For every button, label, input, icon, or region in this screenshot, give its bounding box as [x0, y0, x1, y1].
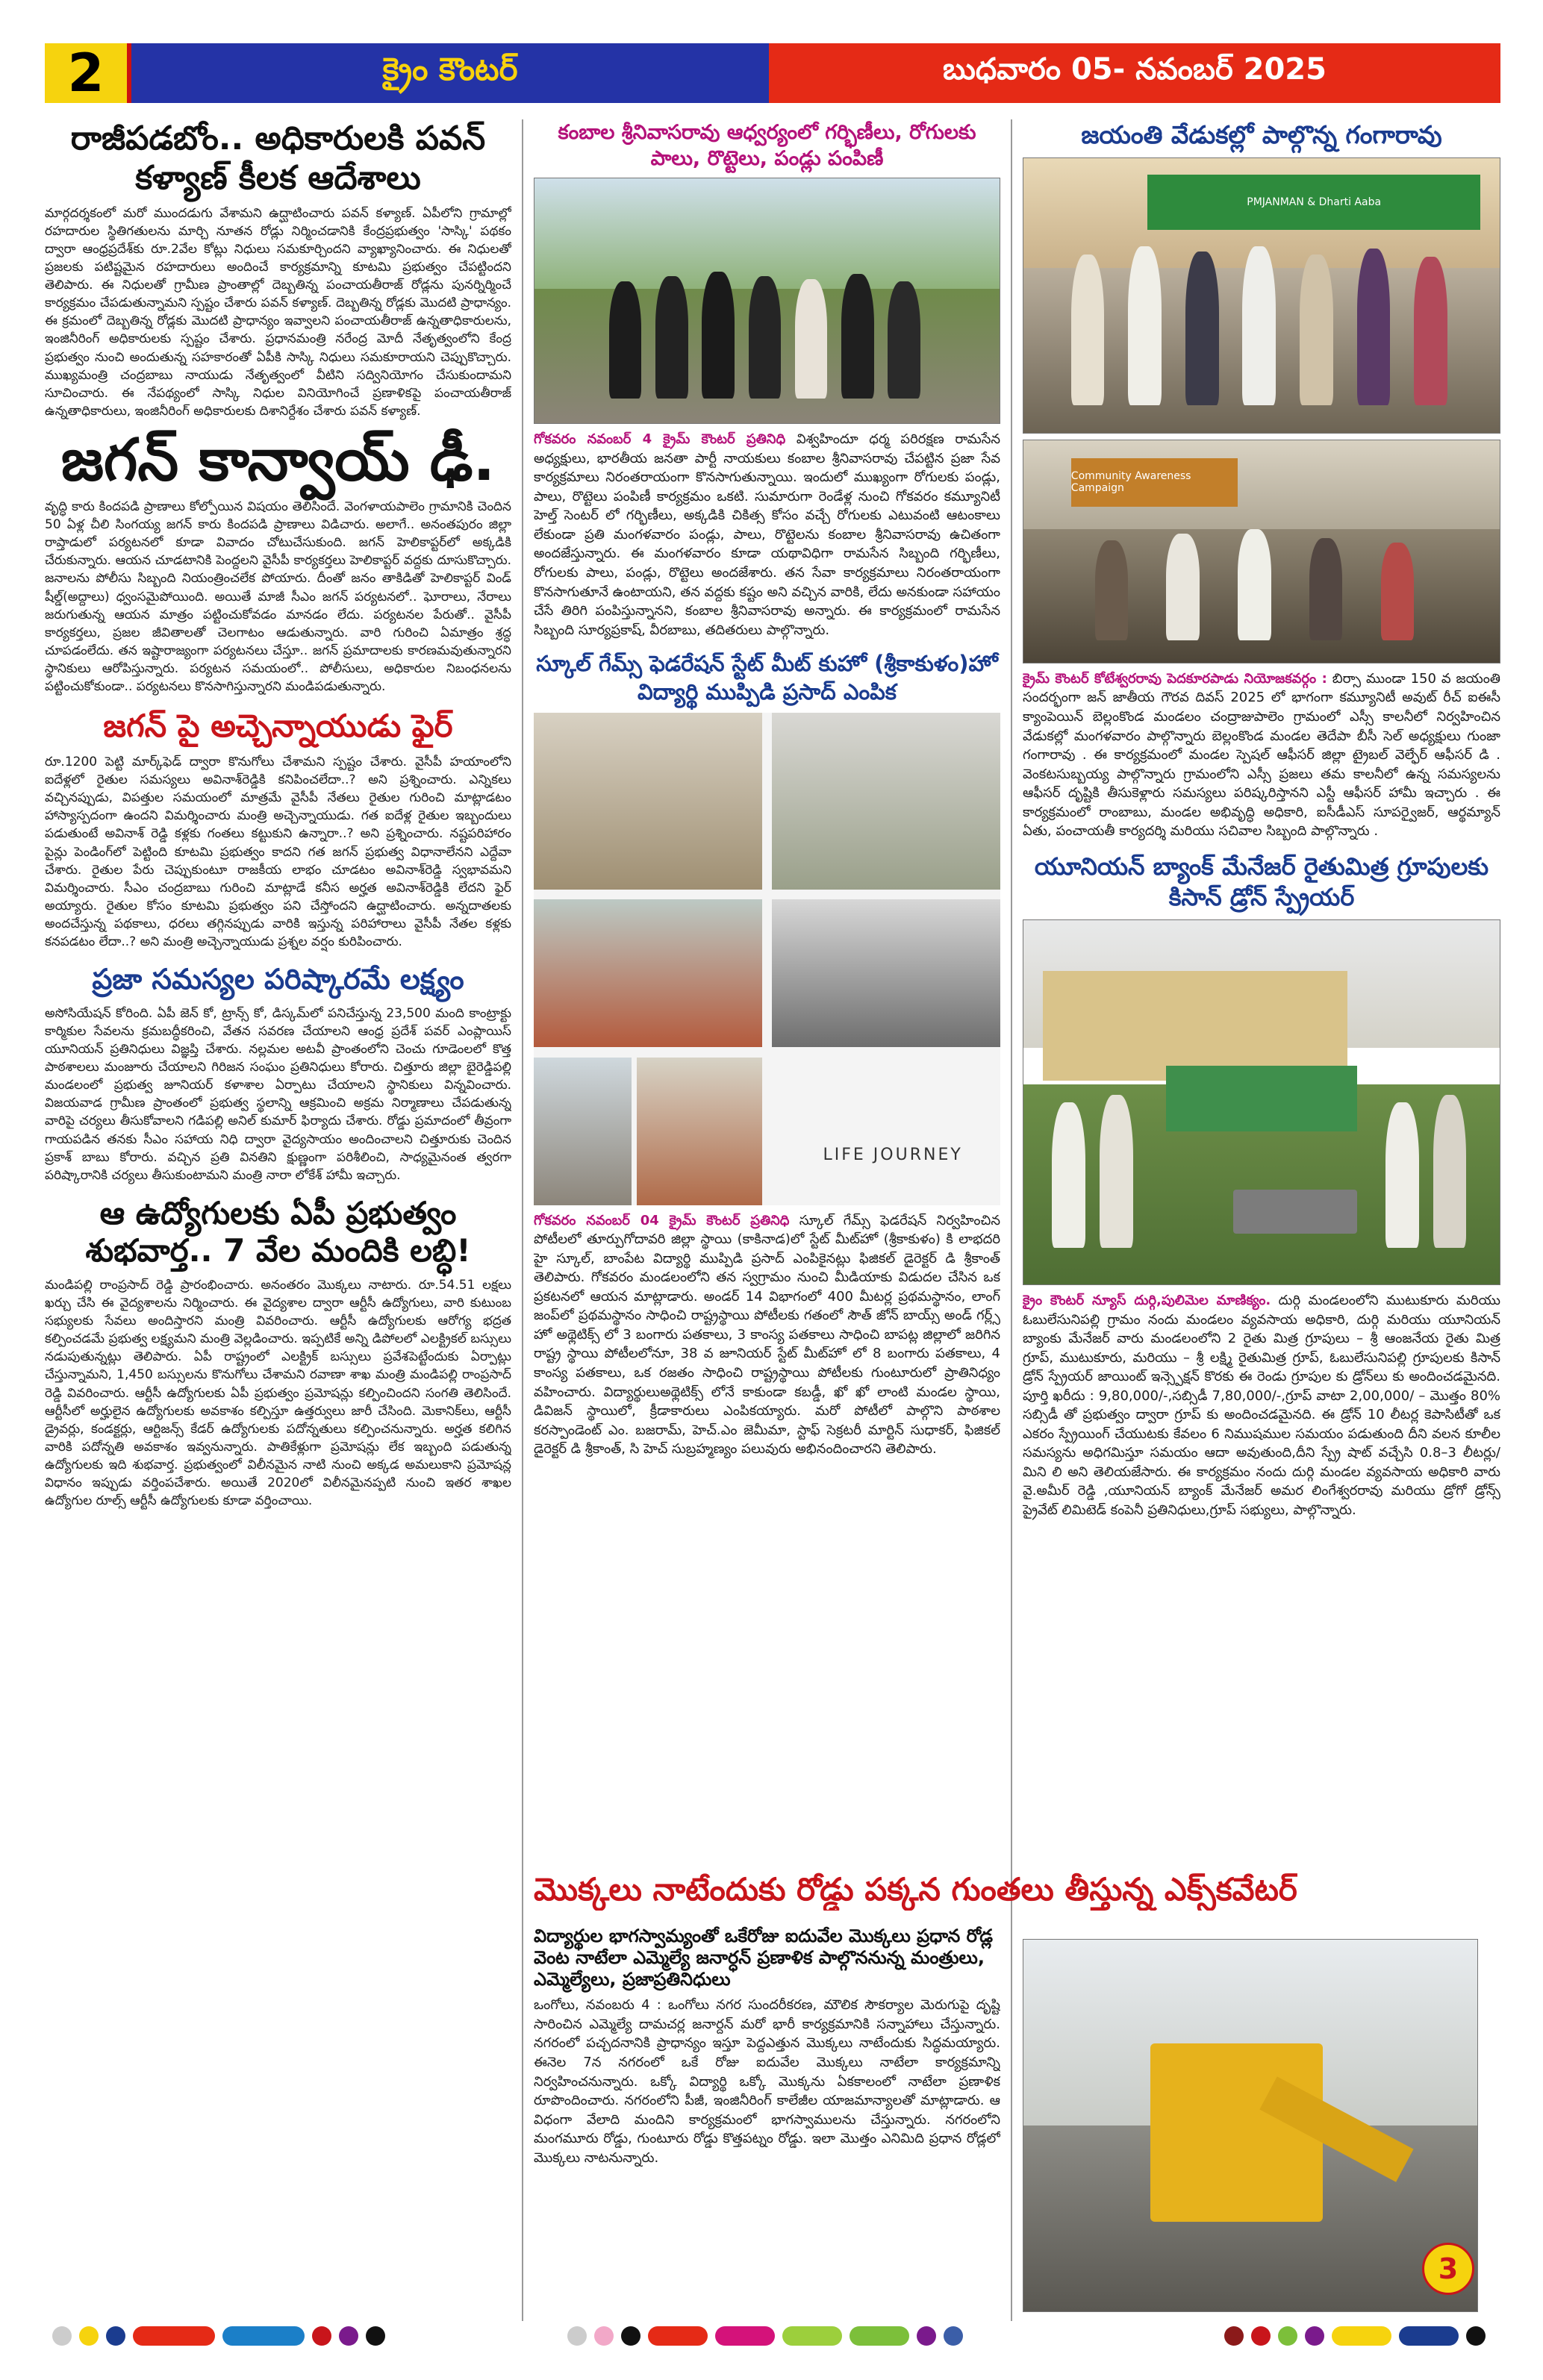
article-body: గోకవరం నవంబర్ 04 క్రైమ్ కౌంటర్ ప్రతినిధి స్కూల్ గేమ్స్ ఫెడరేషన్ నిర్వహించిన పోటీలలో తూర్పుగోదావరి జిల్లా స్థాయి (కాకినాడ)లో స్టేట్ మీట్‌హో (శ్రీకాకుళం) కి లాభదరి హై స్కూల్, బాంపేట విద్యార్థి ముప్పిడి ప్రసాద్ ఎంపికైనట్లు ఫిజికల్ డైరెక్టర్ డి శ్రీకాంత్ తెలిపారు. గోకవరం మండలంలోని తన స్వగ్రామం నుంచి మీడియాకు విడుదల చేసిన ఒక ప్రకటనలో ఆయన మాట్లాడారు. అండర్ 14 విభాగంలో 400 మీటర్ల ప్రథమస్థానం, లాంగ్ జంప్‌లో ప్రథమస్థానం సాధించి రాష్ట్రస్థాయి పోటీలకు గతంలో సౌత్ జోన్ బాయ్స్ అండ్ గర్ల్స్ హో అథ్లెటిక్స్ లో 3 బంగారు పతకాలు, 3 కాంస్య పతకాలు సాధించి బాపట్ల జిల్లాలో జరిగిన రాష్ట్ర స్థాయి పోటీలలోనూ, 38 వ జూనియర్ స్టేట్ మీట్‌హో లో 8 బంగారు పతకాలు, 4 కాంస్య పతకాలు, ఒక రజతం సాధించి రాష్ట్రస్థాయి పోటీలకు గుంటూరులో ప్రాతినిధ్యం వహించారు. విద్యార్థులుఅథ్లెటిక్స్ లోనే కాకుండా కబడ్డీ, ఖో ఖో లాంటి మండల స్థాయి, డివిజన్ స్థాయిలో, క్రీడాకారులు ఎంపికయ్యారు. మరో పోటీలో పాల్గొని పాఠశాల కరస్పాండెంట్ ఎం. బజరామ్, హెచ్.ఎం జెమీమా, స్టాఫ్ సెక్రటరీ మార్టిన్ సుధాకర్, ఫిజికల్ డైరెక్టర్ డి శ్రీకాంత్, సి హెచ్ సుబ్రహ్మణ్యం పలువురు అభినందించారని తెలిపారు. — [534, 1212, 1000, 1458]
page-badge: 3 — [1422, 2243, 1474, 2295]
article-pawan-kalyan — [45, 119, 511, 420]
photo-tile — [772, 899, 1000, 1047]
subhead: విద్యార్థుల భాగస్వామ్యంతో ఒకేరోజు ఐదువేల మొక్కలు ప్రధాన రోడ్ల వెంట నాటేలా ఎమ్మెల్యే జనార్ధన్ ప్రణాళిక పాల్గొననున్న మంత్రులు, ఎమ్మెల్యేలు, ప్రజాప్రతినిధులు — [534, 1925, 994, 1990]
headline: స్కూల్ గేమ్స్ ఫెడరేషన్ స్టేట్ మీట్ కుహో (శ్రీకాకుళం)హో విద్యార్థి ముప్పిడి ప్రసాద్ ఎంపిక — [536, 651, 998, 705]
article-body: గోకవరం నవంబర్ 4 క్రైమ్ కౌంటర్ ప్రతినిధి విశ్వహిందూ ధర్మ పరిరక్షణ రామసేన అధ్యక్షులు, భారతీయ జనతా పార్టీ నాయకులు కంబాల శ్రీనివాసరావు చేపట్టిన ప్రజా సేవ కార్యక్రమాలు నిరంతరాయంగా కొనసాగుతున్నాయి. ఇందులో ముఖ్యంగా రోగులకు పండ్లు, పాలు, రొట్టెలు పంపిణీ కార్యక్రమం ఒకటి. సుమారుగా రెండేళ్ల నుంచి గోకవరం కమ్యూనిటీ హెల్త్ సెంటర్ లో గర్భిణీలు, అక్కడికి చికిత్స కోసం వచ్చే రోగులకు ఎటువంటి ఆటంకాలు లేకుండా ప్రతి మంగళవారం పండ్లు, పాలు, రొట్టెలను కంబాల శ్రీనివాసరావు ఉచితంగా అందజేస్తున్నారు. ఈ మంగళవారం కూడా యథావిధిగా రామసేన సిబ్బంది గర్భిణీలు, రోగులకు పాలు, పండ్లు, రొట్టెలు అందజేశారు. తన సేవా కార్యక్రమాలు నిరంతరాయంగా కొనసాగుతూనే ఉంటాయని, తన వద్దకు కష్టం అని వచ్చిన వారికి, లేదు అనకుండా సహాయం చేసే తిరిగి పంపిస్తున్నానని, కంబాల శ్రీనివాసరావు అన్నారు. ఈ కార్యక్రమంలో రామసేన సిబ్బంది సూర్యప్రకాష్, వీరబాబు, తదితరులు పాల్గొన్నారు. — [534, 431, 1000, 638]
column-middle — [534, 119, 1000, 1469]
event-banner: PMJANMAN & Dharti Aaba — [1147, 175, 1481, 230]
photo-caption: LIFE JOURNEY — [823, 1146, 963, 1165]
article-body: రూ.1200 పెట్టి మార్క్‌ఫెడ్ ద్వారా కొనుగోలు చేశామని స్పష్టం చేశారు. వైసీపీ హయాంలోని ఐదేళ్లలో రైతుల సమస్యలు అవినాశ్‌రెడ్డికి కనిపించలేదా..? అని ప్రశ్నించారు. ఎన్నికలు వచ్చినప్పుడు, విపత్తుల సమయంలో మాత్రమే వైసీపీ నేతలు రైతుల గురించి మాట్లాడటం హాస్యాస్పదంగా ఉందని విమర్శించారు మంత్రి అచ్చెన్నాయుడు. గత ఐదేళ్ల రైతుల ఇబ్బందులు పడుతుంటే అవినాశ్ రెడ్డి కళ్లకు గంతలు కట్టుకుని ఉన్నారా..? అని ప్రశ్నించారు. నష్టపరిహారం పైన్లు పెండింగ్‌లో పెట్టింది కూటమి ప్రభుత్వం కాదని గత జగన్ ప్రభుత్వ విధానాలేనని ఎద్దేవా చేశారు. రైతుల పేరు చెప్పుకుంటూ రాజకీయ లాభం చూడటం అవినాశ్‌రెడ్డి స్వభావమని విమర్శించారు. సీఎం చంద్రబాబు గురించి మాట్లాడే కనీస అర్హత అవినాశ్‌రెడ్డికి లేదని ఫైర్ అయ్యారు. రైతుల కోసం కూటమి ప్రభుత్వం పని చేస్తోందని ఉద్ఘాటించారు. అన్నదాతలకు అందచేస్తున్న పథకాలు, ధరలు తగ్గినప్పుడు వారికి ఇస్తున్న పరిహారాలు వైసీపీ నేతల కళ్లకు కనపడటం లేదా..? అని మంత్రి అచ్చెన్నాయుడు ప్రశ్నల వర్షం కురిపించారు. — [45, 754, 511, 950]
excavator-text — [534, 1925, 1000, 2178]
group-photo — [534, 178, 1000, 424]
photo-tile — [534, 1058, 632, 1205]
masthead — [45, 43, 1500, 103]
footer-colorbar-right — [1224, 2325, 1486, 2347]
building — [1043, 971, 1347, 1080]
headline: జగన్ పై అచ్చెన్నాయుడు ఫైర్ — [103, 708, 453, 745]
photo-collage — [534, 713, 1000, 1205]
event-banner-2: Community Awareness Campaign — [1071, 458, 1238, 507]
article-body: క్రైం కౌంటర్ న్యూస్ దుర్గి,పులిమెల మాణిక్యం. దుర్గి మండలంలోని ముటుకూరు మరియు ఓబులేసునిపల్లి గ్రామం నందు మండలం వ్యవసాయ అధికారి, దుర్గి మరియు యూనియన్ బ్యాంకు మేనేజర్ వారు మండలంలోని 2 రైతు మిత్ర గ్రూపులు – శ్రీ ఆంజనేయ రైతు మిత్ర గ్రూప్, ముటుకూరు, మరియు – శ్రీ లక్ష్మి రైతుమిత్ర గ్రూప్, ఓబులేసునిపల్లి గ్రూపులకు కిసాన్ డ్రోన్ స్ప్రేయర్ జాయింట్ ఇన్స్పెక్షన్ కొరకు ఈ రెండు గ్రూపుల కు డ్రోన్‌లు కు అందించడమైనది. పూర్తి ఖరీదు : 9,80,000/-,సబ్సిడీ 7,80,000/-,గ్రూప్ వాటా 2,00,000/ – మొత్తం 80% సబ్సిడీ తో ప్రభుత్వం ద్వారా గ్రూప్ కు అందించడమైనది. ఈ డ్రోన్ 10 లీటర్ల కెపాసిటీతో ఒక ఎకరం స్ప్రేయింగ్ చేయుటకు కేవలం 6 నిముషముల సమయం పడుతుంది దీని వలన కూలీల సమస్యను అధిగమిస్తూ సమయం ఆదా అవుతుంది,దీని స్ప్రే షాట్ వచ్చేసి 0.8–3 లీటర్లు/మిని లి అని తెలియజేసారు. ఈ కార్యక్రమం నందు దుర్గి మండల వ్యవసాయ అధికారి వారు వై.అమీర్ రెడ్డి ,యూనియన్ బ్యాంక్ మేనేజర్ అమర లింగేశ్వరరావు మరియు డ్రోగో డ్రోన్స్ ప్రైవేట్ లిమిటెడ్ కంపెనీ ప్రతినిధులు,గ్రూప్ సభ్యులు, పాల్గొన్నారు. — [1023, 1293, 1500, 1519]
column-divider — [1011, 119, 1012, 2321]
article-kisan-drone — [1023, 852, 1500, 1520]
article-jagan-convoy — [45, 427, 511, 696]
photo-tile — [534, 899, 762, 1047]
column-divider — [522, 119, 523, 2321]
article-kambala-distribution — [534, 119, 1000, 640]
headline: ప్రజా సమస్యల పరిష్కారమే లక్ష్యం — [92, 963, 464, 996]
issue-date: బుధవారం 05- నవంబర్ 2025 — [769, 43, 1500, 103]
headline: ఆ ఉద్యోగులకు ఏపీ ప్రభుత్వం శుభవార్త.. 7 వేల మందికి లబ్ధి! — [85, 1194, 471, 1269]
drone-icon — [1233, 1190, 1357, 1234]
dateline: క్రైం కౌంటర్ న్యూస్ దుర్గి,పులిమెల మాణిక్యం. — [1023, 1293, 1271, 1308]
page-number: 2 — [45, 43, 127, 103]
photo-tile — [534, 713, 762, 890]
article-body: క్రైమ్ కౌంటర్ కోటేశ్వరరావు పెదకూరపాడు నియోజకవర్గం : బిర్సా ముండా 150 వ జయంతి సందర్భంగా జన్ జాతీయ గౌరవ దివస్ 2025 లో భాగంగా కమ్యూనిటీ అవుట్ రీచ్ ఐఈసీ క్యాంపెయిన్ బెల్లంకొండ మండలం చంద్రాజుపాలెం గ్రామంలో ఎస్సీ కాలనీలో నిర్వహించిన వేడుకల్లో మంగళవారం పాల్గొన్నారు బెల్లంకొండ మండల తెదేపా బీసీ సెల్ అధ్యక్షులు గుంజా గంగారావు . ఈ కార్యక్రమంలో మండల స్పెషల్ ఆఫీసర్ జిల్లా ట్రైబల్ వెల్ఫేర్ ఆఫీసర్ డి . వెంకటసుబ్బయ్య పాల్గొన్నారు గ్రామంలోని ఎస్సీ ప్రజలు తమ కాలనీలో ఉన్న సమస్యలను ఆఫీసర్ దృష్టికి తీసుకెళ్లారు సమస్యలు పరిష్కరిస్తానని ఎస్టీ ఆఫీసర్ హామీ ఇచ్చారు . ఈ కార్యక్రమంలో రాంబాబు, మండల అభివృద్ధి అధికారి, ఐసీడీఎస్ సూపర్వైజర్, ఆర్థమ్యాన్ ఏతు, పంచాయతీ కార్యదర్శి మరియు సచివాల సిబ్బంది పాల్గొన్నారు . — [1023, 670, 1500, 840]
headline: కంబాల శ్రీనివాసరావు ఆధ్వర్యంలో గర్భిణీలు, రోగులకు పాలు, రొట్టెలు, పండ్లు పంపిణీ — [558, 121, 976, 171]
dateline: క్రైమ్ కౌంటర్ కోటేశ్వరరావు పెదకూరపాడు నియోజకవర్గం : — [1023, 670, 1327, 687]
article-body: మండిపల్లి రాంప్రసాద్ రెడ్డి ప్రారంభించారు. అనంతరం మొక్కలు నాటారు. రూ.54.51 లక్షలు ఖర్చు చేసి ఈ వైద్యశాలను నిర్మించారు. ఈ వైద్యశాల ద్వారా ఆర్టీసీ ఉద్యోగులు, వారి కుటుంబ సభ్యులకు సేవలు అందిస్తారని మంత్రి వివరించారు. ఆర్టీసీ ఉద్యోగులకు ఆరోగ్య భద్రత కల్పించడమే ప్రభుత్వ లక్ష్యమని మంత్రి వెల్లడించారు. ఇప్పటికే అన్ని డిపోలలో ఎలక్ట్రికల్ బస్సులు నడుపుతున్నట్లు తెలిపారు. ఏపీ రాష్ట్రంలో ఎలక్ట్రిక్ బస్సులు ప్రవేశపెట్టేందుకు ఏర్పాట్లు చేస్తున్నామని, 1,450 బస్సులను కొనుగోలు చేశామని రవాణా శాఖ మంత్రి మండిపల్లి రాంప్రసాద్ రెడ్డి వివరించారు. ఆర్టీసీ ఉద్యోగులకు ఏపీ ప్రభుత్వం ప్రమోషన్లు కల్పించిందని సంగతి తెలిసిందే. ఆర్టీసీలో అర్హులైన ఉద్యోగులకు అవకాశం కల్పిస్తూ ఉత్తర్వులు జారీ చేసింది. మెకానిక్‌లు, ఆర్టీసీ డ్రైవర్లు, కండక్టర్లు, ఆర్టిజన్స్ కేడర్ ఉద్యోగులకు పదోన్నతులు కల్పించనున్నారు. అర్హత కలిగిన వారికి పదోన్నతి అవకాశం ఇవ్వనున్నారు. పాతికేళ్లుగా ప్రమోషన్లు లేక ఇబ్బంది పడుతున్న ఉద్యోగులకు ఇది శుభవార్త. ప్రభుత్వంలో విలీనమైన నాటి నుంచి అక్కడ అమలుకాని ప్రమోషన్ల విధానం ఇప్పుడు వర్తింపచేశారు. అయితే 2020లో విలీనమైనప్పటి నుంచి ఇతర శాఖల ఉద్యోగుల రూల్స్ ఆర్టీసీ ఉద్యోగులకు కూడా వర్తించాయి. — [45, 1277, 511, 1509]
photo-tile — [637, 1058, 763, 1205]
brand-title: క్రైం కౌంటర్ — [127, 43, 769, 103]
excavator-photo — [1023, 1939, 1478, 2312]
headline: జగన్ కాన్వాయ్ ఢీ. — [60, 427, 496, 495]
drone-photo — [1023, 919, 1500, 1285]
headline: రాజీపడబోం.. అధికారులకి పవన్ కళ్యాణ్ కీలక ఆదేశాలు — [70, 119, 486, 197]
column-left — [45, 119, 511, 1520]
event-photo-1 — [1023, 157, 1500, 434]
excavator-body — [1150, 2043, 1323, 2222]
footer-colorbar-left — [52, 2325, 385, 2347]
column-right — [1023, 119, 1500, 1858]
article-body: వృద్ధి కారు కిందపడి ప్రాణాలు కోల్పోయిన విషయం తెలిసిందే. వెంగళాయపాలెం గ్రామానికి చెందిన 50 ఏళ్ల చీలి సింగయ్య జగన్ కారు కిందపడి ప్రాణాలు విడిచారు. అలాగే.. అనంతపురం జిల్లా రాప్తాడులో పర్యటనలో కూడా వివాదం చోటుచేసుకుంది. జగన్ హెలికాప్టర్‌లో అక్కడికి చేరుకున్నారు. ఆయన చూడటానికి పెంద్దలని వైసీపీ కార్యకర్తలు హెలికాప్టర్ వద్దకు దూసుకొచ్చారు. జనాలను పోలీసు సిబ్బంది నియంత్రించలేక పోయారు. దీంతో జనం తాకిడితో హెలికాప్టర్ విండ్ షీల్డ్(అద్దాలు) ధ్వంసమైపోయింది. అయితే మాజీ సీఎం జగన్ పర్యటనలో.. ఘోరాలు, నేరాలు జరుగుతున్న ఆయన మాత్రం పట్టించుకోవడం మానడం లేదు. పర్యటనల పేరుతో.. వైసీపీ కార్యకర్తలు, ప్రజల జీవితాలతో చెలగాటం ఆడుతున్నారు. వారి గురించి ఏమాత్రం శ్రద్ధ చూపడంలేదు. తన ఇష్టారాజ్యంగా పర్యటనలు చేస్తూ.. జగన్ ప్రమాదాలకు కారణమవుతున్నారని స్థానికులు ఆరోపిస్తున్నారు. పర్యటన సమయంలో.. పోలీసులు, అధికారుల నిబంధనలను పట్టించుకోకుండా.. పర్యటనలు కొనసాగిస్తున్నారని మండిపడుతున్నారు. — [45, 499, 511, 695]
headline: యూనియన్ బ్యాంక్ మేనేజర్ రైతుమిత్ర గ్రూపులకు కిసాన్ డ్రోన్ స్ప్రేయర్ — [1034, 852, 1489, 912]
dateline: గోకవరం నవంబర్ 04 క్రైమ్ కౌంటర్ ప్రతినిధి — [534, 1212, 790, 1228]
article-body: అసోసియేషన్ కోరింది. ఏపీ జెన్ కో, ట్రాన్స్ కో, డిస్కమ్‌లో పనిచేస్తున్న 23,500 మంది కాంట్రాక్టు కార్మికుల సేవలను క్రమబద్ధీకరించి, వేతన సవరణ చేయాలని ఆంధ్ర ప్రదేశ్ పవర్ ఎంప్లాయిస్ యూనియన్ ప్రతినిధులు విజ్ఞప్తి చేశారు. నల్లమల అటవీ ప్రాంతంలోని చెంచు గూడెంలలో కొత్త పాఠశాలలు మంజూరు చేయాలని గిరిజన సంఘం ప్రతినిధులు కోరారు. చిత్తూరు జిల్లా బైరెడ్డిపల్లి మండలంలో ప్రభుత్వ జూనియర్ కళాశాల ఏర్పాటు చేయాలని స్థానికులు విన్నవించారు. విజయవాడ గ్రామీణ ప్రాంతంలో ప్రభుత్వ స్థలాన్ని ఆక్రమించి అక్రమ నిర్మాణాలు చేపడుతున్న వారిపై చర్యలు తీసుకోవాలని గడిపల్లి అనిల్ కుమార్ ఫిర్యాదు చేశారు. రోడ్డు ప్రమాదంలో తీవ్రంగా గాయపడిన తనకు సీఎం సహాయ నిధి ద్వారా వైద్యసాయం అందించాలని చిత్తూరుకు చెందిన ప్రకాశ్ బాబు కోరారు. వచ్చిన ప్రతి వినతిని క్షుణ్ణంగా పరిశీలించి, సాధ్యమైనంత త్వరగా పరిష్కారానికి చర్యలు తీసుకుంటామని మంత్రి నారా లోకేశ్ హామీ ఇచ్చారు. — [45, 1005, 511, 1183]
drone-banner — [1166, 1066, 1356, 1131]
article-excavator — [534, 1870, 1500, 1911]
article-body: మార్గదర్శకంలో మరో ముందడుగు వేశామని ఉద్ఘాటించారు పవన్ కళ్యాణ్. ఏపీలోని గ్రామాల్లో రహదారుల స్థితిగతులను మార్చి నూతన రోడ్లు నిర్మించడానికి కేంద్రప్రభుత్వం 'సాస్కి' పథకం ద్వారా ఆంధ్రప్రదేశ్‌కు రూ.2వేల కోట్లు నిధులు సమకూర్చిందని వ్యాఖ్యానించారు. ఈ నిధులతో ప్రజలకు పటిష్టమైన రహదారులు అందించే కార్యక్రమాన్ని కూటమి ప్రభుత్వం చేపట్టిందని తెలిపారు. ఈ నిధులతో గ్రామీణ ప్రాంతాల్లో దెబ్బతిన్న పంచాయతీరాజ్ రోడ్లను పునర్నిర్మించే కార్యక్రమం చేపడుతున్నామని స్పష్టం చేశారు పవన్ కళ్యాణ్. దెబ్బతిన్న రోడ్లకు మొదటి ప్రాధాన్యం. ఈ క్రమంలో దెబ్బతిన్న రోడ్లకు మొదటి ప్రాధాన్యం ఇవ్వాలని పంచాయతీరాజ్ ఉన్నతాధికారులను, ఇంజినీరింగ్ అధికారులకు స్పష్టం చేశారు. ప్రధానమంత్రి నరేంద్ర మోదీ నేతృత్వంలోని కేంద్ర ప్రభుత్వం నుంచి అందుతున్న సహకారంతో ఏపీకి సాస్కి నిధులు సమకూరాయని చెప్పుకొచ్చారు. ముఖ్యమంత్రి చంద్రబాబు నాయుడు నేతృత్వంలో వీటిని సద్వినియోగం చేసుకుందామని సూచించారు. ఈ నేపథ్యంలో సాస్కి నిధుల వినియోగించే ప్రణాళికపై పంచాయతీరాజ్ ఉన్నతాధికారులు, ఇంజినీరింగ్ అధికారులకు దిశానిర్దేశం చేశారు పవన్ కళ్యాణ్. — [45, 205, 511, 419]
event-photo-2 — [1023, 440, 1500, 663]
article-rtc-employees — [45, 1195, 511, 1510]
dateline: గోకవరం నవంబర్ 4 క్రైమ్ కౌంటర్ ప్రతినిధి — [534, 431, 786, 448]
article-atchannaidu — [45, 706, 511, 951]
photo-tile — [772, 713, 1000, 890]
headline: జయంతి వేడుకల్లో పాల్గొన్న గంగారావు — [1081, 120, 1442, 149]
article-body: ఒంగోలు, నవంబరు 4 : ఒంగోలు నగర సుందరీకరణ, మౌలిక సౌకర్యాల మెరుగుపై దృష్టి సారించిన ఎమ్మెల్యే దామచర్ల జనార్దన్ మరో భారీ కార్యక్రమానికి సన్నాహాలు చేస్తున్నారు. నగరంలో పచ్చదనానికి ప్రాధాన్యం ఇస్తూ పెద్దఎత్తున మొక్కలు నాటేందుకు సిద్ధమయ్యారు. ఈనెల 7న నగరంలో ఒకే రోజు ఐదువేల మొక్కలు నాటేలా కార్యక్రమాన్ని నిర్వహించనున్నారు. ఒక్కో విద్యార్థి ఒక్కో మొక్కను ఏకకాలంలో నాటేలా ప్రణాళిక రూపొందించారు. నగరంలోని పీజీ, ఇంజినీరింగ్ కాలేజీల యాజమాన్యాలతో మాట్లాడారు. ఆ విధంగా వేలాది మందిని కార్యక్రమంలో భాగస్వాములను చేస్తున్నారు. నగరంలోని మంగమూరు రోడ్డు, గుంటూరు రోడ్డు కొత్తపట్నం రోడ్డు. ఇలా మొత్తం ఎనిమిది ప్రధాన రోడ్లలో మొక్కలు నాటనున్నారు. — [534, 1997, 1000, 2166]
headline: మొక్కలు నాటేందుకు రోడ్డు పక్కన గుంతలు తీస్తున్న ఎక్స్‌కవేటర్ — [534, 1871, 1297, 1908]
footer-colorbar-middle — [567, 2325, 963, 2347]
article-jayanti-celebrations — [1023, 119, 1500, 841]
article-school-games — [534, 650, 1000, 1458]
article-public-grievances — [45, 961, 511, 1184]
